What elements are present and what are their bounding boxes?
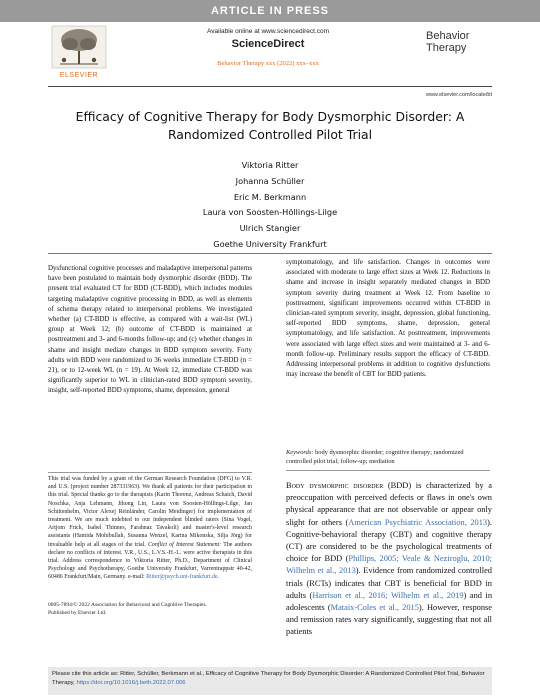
citation-link-apa[interactable]: American Psychiatric Association, 2013 [348, 517, 488, 527]
journal-title-line1: Behavior [426, 30, 470, 42]
copyright-line-2: Published by Elsevier Ltd. [48, 609, 107, 616]
keywords-label: Keywords: [286, 449, 314, 456]
abstract-right-column: symptomatology, and life satisfaction. Changes in outcomes were associated with moderate to large effect sizes at Week 12. Reductions in shame and increase in insight separately mediated changes in BDD symptom severity during treatment at Week 12. From baseline to posttreatment, significant improvements occurred within CT-BDD in clinician-rated symptom severity, insight, depression, global functioning, self-reported BDD symptoms, shame, depression, general symptomatology, and life satisfaction. At posttreatment, improvements were associated with large effect sizes and were maintained at 3- and 6-month follow-up. Preliminary results support the efficacy of CT-BDD. Addressing interpersonal problems in addition to cognitive dysfunctions may increase the benefit of CBT for BDD patients. [286, 259, 490, 379]
journal-url[interactable]: www.elsevier.com/locate/bt [425, 92, 492, 98]
masthead [48, 24, 492, 84]
journal-title-line2: Therapy [426, 42, 467, 54]
author-3: Eric M. Berkmann [233, 191, 307, 202]
lead-in-smallcaps: Body dysmorphic disorder [286, 481, 384, 490]
conflict-label: Conflict of Interest Statement: [147, 541, 222, 548]
journal-title [426, 30, 492, 54]
body-text-2: ). Cognitive-behavioral therapy (CBT) and cognitive therapy (CT) are considered to be the psychological treatments of choice for BDD ( [286, 517, 492, 564]
body-text-4: ) and in adolescents ( [286, 590, 493, 613]
title-line-2: Randomized Controlled Pilot Trial [167, 127, 373, 142]
sciencedirect-logo[interactable]: ScienceDirect [231, 38, 305, 50]
citation-link-harrison[interactable]: Harrison et al., 2016; Wilhelm et al., 2019 [312, 590, 464, 600]
abstract-divider [48, 253, 492, 254]
funding-text: This trial was funded by a grant of the German Research Foundation (DFG) to V.R. and U.S. (project number 287331963). We thank all patients for their participation in this trial. Special thanks go to the therapists (Karin Thorenz, Andreas Schaich, David Noschka, Anja Lehmann, Jihong Lin, Laura von Soosten-Höllings-Lilge, Jan Schittenhelm, Victor Alexej Reinländer, Carolin Meidinger) for implementation of treatment. We are much indebted to our independent blinded raters (Sina Vogel, Artjom Frick, Isabel Thinnes, Farahnaz Tavakoli) and master's-level research assistants (Hamida Mohibullah, Susanna Wenzel, Karina Mikonska, Silja Jörg) for invaluable help at all stages of the trial. [48, 476, 252, 548]
address-text: Address correspondence to Viktoria Ritter, Ph.D., Department of Clinical Psychology and Psychotherapy, Goethe University Frankfurt, Varrentrappstr 40-42, 60486 Frankfurt/Main, Germany. e-mail: [48, 558, 252, 581]
author-5: Ulrich Stangier [239, 223, 301, 234]
article-in-press-banner: ARTICLE IN PRESS [0, 0, 540, 22]
body-text-1: (BDD) is characterized by a preoccupation with perceived defects or flaws in one's own physical appearance that are not observable or appear only slight for others ( [286, 481, 492, 527]
introduction-paragraph [286, 480, 492, 639]
email-link[interactable]: Ritter@psych.uni-frankfurt.de. [146, 574, 220, 581]
copyright [48, 602, 252, 617]
title-line-1: Efficacy of Cognitive Therapy for Body Dysmorphic Disorder: A [75, 109, 465, 124]
article-title [48, 108, 492, 144]
author-2: Johanna Schüller [235, 175, 305, 186]
citation-link-mataix[interactable]: Mataix-Coles et al., 2015 [330, 603, 419, 613]
conflict-text: The authors declare no conflicts of interest. V.R., U.S., L.V.S.-H.-L. were active therapists in this trial. [48, 541, 252, 565]
author-4: Laura von Soosten-Höllings-Lilge [202, 207, 338, 218]
citation-text: Please cite this article as: Ritter, Schüller, Berkmann et al., Efficacy of Cognitive Therapy for Body Dysmorphic Disorder: A Randomized Controlled Pilot Trial, Behavior Therapy, [52, 671, 485, 686]
copyright-line-1: 0005-7894/© 2022 Association for Behavioral and Cognitive Therapies. [48, 602, 207, 608]
citation-link-phillips[interactable]: Phillips, 2005; Veale & Neziroglu, 2010; Wilhelm et al., 2013 [286, 554, 493, 576]
keywords [286, 448, 490, 466]
keywords-list: body dysmorphic disorder; cognitive therapy; randomized controlled pilot trial; follow-up; mediation [286, 449, 464, 465]
abstract-left-column: Dysfunctional cognitive processes and maladaptive interpersonal patterns have been postulated to maintain body dysmorphic disorder (BDD). The present trial evaluated CT for BDD (CT-BDD), which includes modules targeting maladaptive cognitive processing in BDD, as well as elements of schema therapy related to interpersonal problems. We investigated whether (a) CT-BDD is effective, as compared with a wait-list (WL) group at Week 12; (b) outcome of CT-BDD is maintained at posttreatment and 3- and 6-months follow-up; and (c) whether changes in shame and insight mediate changes in BDD symptom severity. Forty adults with BDD were randomized to 36 weeks immediate CT-BDD (n = 21), or to 12-week WL (n = 19). At Week 12, immediate CT-BDD was significantly superior to WL in clinician-rated BDD symptom severity, insight, self-reported BDD symptoms, shame, depression, general [48, 265, 252, 395]
doi-link[interactable]: https://doi.org/10.1016/j.beth.2022.07.006 [76, 680, 186, 686]
funding-footnote [48, 475, 252, 582]
keywords-divider [286, 470, 490, 471]
masthead-divider [48, 86, 492, 87]
sciencedirect-block [118, 28, 418, 67]
author-1: Viktoria Ritter [241, 160, 299, 170]
journal-reference: Behavior Therapy xxx (2022) xxx–xxx [217, 60, 319, 67]
footnote-divider [48, 472, 252, 473]
publisher-name: ELSEVIER [59, 72, 99, 79]
available-online-text: Available online at www.sciencedirect.com [207, 28, 329, 35]
author-list [48, 158, 492, 253]
body-text-5: ). However, response and remission rates vary significantly, suggesting that not all patients [286, 603, 492, 637]
body-text-3: ). Evidence from randomized controlled trials (RCTs) indicates that CBT is beneficial for BDD in adults ( [286, 566, 492, 600]
affiliation: Goethe University Frankfurt [213, 238, 327, 249]
citation-box [48, 667, 492, 695]
